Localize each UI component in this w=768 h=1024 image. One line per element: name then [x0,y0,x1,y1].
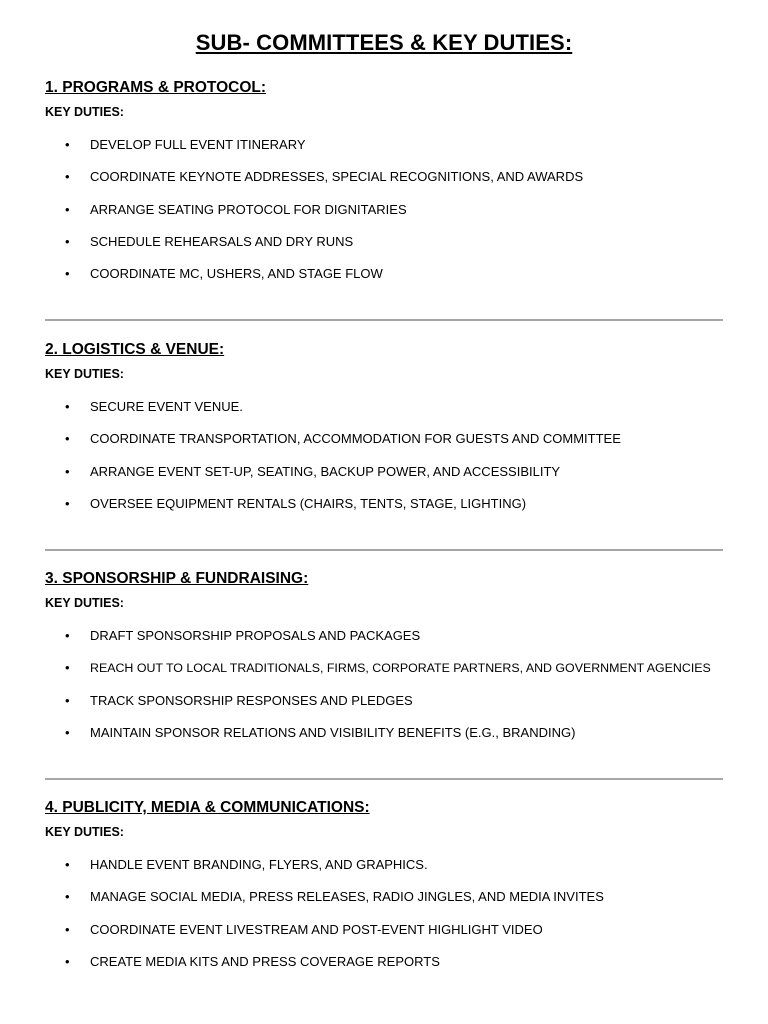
bullet-icon: • [65,724,70,740]
section-heading: 2. LOGISTICS & VENUE: [45,341,225,358]
bullet-icon: • [65,137,70,152]
duty-text: CREATE MEDIA KITS AND PRESS COVERAGE REPORTS [90,953,440,969]
bullet-icon: • [65,463,70,479]
list-item [45,431,725,463]
duty-text: COORDINATE EVENT LIVESTREAM AND POST-EVENT HIGHLIGHT VIDEO [90,921,543,937]
bullet-icon: • [65,921,70,937]
duty-text: COORDINATE TRANSPORTATION, ACCOMMODATION FOR GUESTS AND COMMITTEE [90,431,621,447]
bullet-icon: • [65,233,70,249]
bullet-icon: • [65,495,70,511]
duty-text: TRACK SPONSORSHIP RESPONSES AND PLEDGES [90,692,413,708]
section-sponsorship-fundraising [45,568,725,740]
bullet-icon: • [65,953,70,969]
list-item [45,266,725,298]
duty-text: ARRANGE SEATING PROTOCOL FOR DIGNITARIES [90,201,407,217]
duty-text: DEVELOP FULL EVENT ITINERARY [90,137,306,152]
section-heading: 3. SPONSORSHIP & FUNDRAISING: [45,570,309,587]
duty-text: DRAFT SPONSORSHIP PROPOSALS AND PACKAGES [90,628,421,643]
bullet-icon: • [65,660,70,676]
section-divider [45,549,723,551]
duties-list [45,137,725,298]
list-item [45,857,725,889]
duty-text: COORDINATE MC, USHERS, AND STAGE FLOW [90,266,383,282]
list-item [45,496,725,528]
bullet-icon: • [65,399,70,414]
list-item [45,399,725,431]
bullet-icon: • [65,201,70,217]
bullet-icon: • [65,266,70,282]
section-heading: 1. PROGRAMS & PROTOCOL: [45,79,267,96]
key-duties-label: KEY DUTIES: [45,367,124,381]
duty-text: MAINTAIN SPONSOR RELATIONS AND VISIBILITY BENEFITS (E.G., BRANDING) [90,724,576,740]
list-item [45,234,725,266]
section-publicity-media [45,797,725,969]
key-duties-label: KEY DUTIES: [45,105,124,119]
duty-text: HANDLE EVENT BRANDING, FLYERS, AND GRAPHICS. [90,857,428,872]
section-divider [45,778,723,780]
list-item [45,922,725,954]
section-logistics-venue [45,339,725,511]
duties-list [45,857,725,986]
list-item [45,464,725,496]
page-title: SUB- COMMITTEES & KEY DUTIES: [195,30,573,55]
duty-text: OVERSEE EQUIPMENT RENTALS (CHAIRS, TENTS, STAGE, LIGHTING) [90,495,527,511]
duty-text: MANAGE SOCIAL MEDIA, PRESS RELEASES, RADIO JINGLES, AND MEDIA INVITES [90,889,604,905]
list-item [45,660,725,692]
list-item [45,725,725,757]
list-item [45,169,725,201]
section-divider [45,319,723,321]
duties-list [45,399,725,528]
section-programs-protocol [45,77,725,282]
bullet-icon: • [65,692,70,708]
list-item [45,693,725,725]
duty-text: ARRANGE EVENT SET-UP, SEATING, BACKUP POWER, AND ACCESSIBILITY [90,463,561,479]
list-item [45,202,725,234]
duty-text: SECURE EVENT VENUE. [90,399,243,414]
section-heading: 4. PUBLICITY, MEDIA & COMMUNICATIONS: [45,799,370,816]
key-duties-label: KEY DUTIES: [45,825,124,839]
duties-list [45,628,725,757]
list-item [45,628,725,660]
duty-text: COORDINATE KEYNOTE ADDRESSES, SPECIAL RECOGNITIONS, AND AWARDS [90,169,584,185]
duty-text: SCHEDULE REHEARSALS AND DRY RUNS [90,233,354,249]
list-item [45,889,725,921]
duty-text: REACH OUT TO LOCAL TRADITIONALS, FIRMS, CORPORATE PARTNERS, AND GOVERNMENT AGENCIES [90,661,711,676]
bullet-icon: • [65,857,70,872]
bullet-icon: • [65,628,70,643]
bullet-icon: • [65,889,70,905]
key-duties-label: KEY DUTIES: [45,596,124,610]
list-item [45,137,725,169]
bullet-icon: • [65,431,70,447]
bullet-icon: • [65,169,70,185]
list-item [45,954,725,986]
